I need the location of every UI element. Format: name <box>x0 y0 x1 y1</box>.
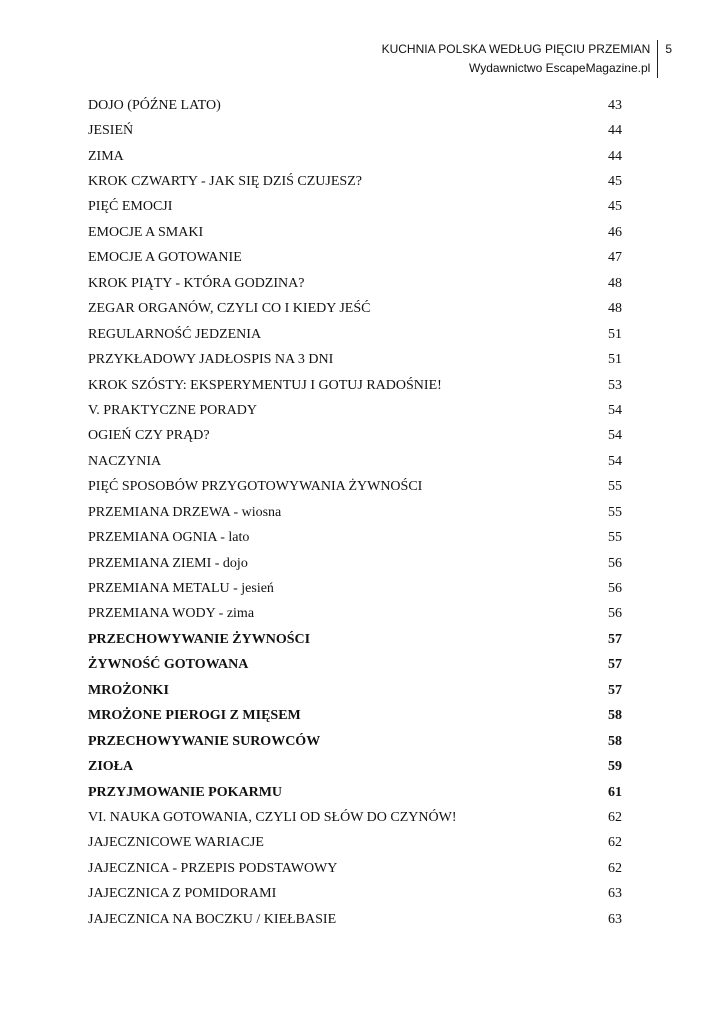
header-text-block <box>382 40 658 78</box>
toc-entry[interactable] <box>88 449 622 474</box>
toc-entry-page: 54 <box>608 402 622 418</box>
toc-entry-title: V. PRAKTYCZNE PORADY <box>88 402 257 418</box>
toc-entry-page: 54 <box>608 453 622 469</box>
toc-entry-title: PRZECHOWYWANIE ŻYWNOŚCI <box>88 631 311 647</box>
toc-entry-title: ŻYWNOŚĆ GOTOWANA <box>88 657 249 673</box>
toc-entry-title: EMOCJE A SMAKI <box>88 224 204 240</box>
toc-entry[interactable] <box>88 246 622 271</box>
toc-entry-page: 58 <box>608 733 622 749</box>
toc-entry-page: 54 <box>608 428 622 444</box>
toc-entry[interactable] <box>88 678 622 703</box>
toc-entry-page: 43 <box>608 97 622 113</box>
page-number: 5 <box>665 42 672 56</box>
toc-entry-title: PRZEMIANA METALU - jesień <box>88 581 274 597</box>
table-of-contents <box>88 93 622 932</box>
toc-entry-page: 48 <box>608 275 622 291</box>
toc-entry[interactable] <box>88 322 622 347</box>
toc-entry-page: 63 <box>608 886 622 902</box>
toc-entry-title: PRZEMIANA ZIEMI - dojo <box>88 555 248 571</box>
toc-entry[interactable] <box>88 576 622 601</box>
toc-entry-title: JAJECZNICOWE WARIACJE <box>88 835 264 851</box>
toc-entry-title: JAJECZNICA Z POMIDORAMI <box>88 886 277 902</box>
toc-entry-title: PRZECHOWYWANIE SUROWCÓW <box>88 733 321 749</box>
toc-entry-title: MROŻONKI <box>88 682 169 698</box>
toc-entry[interactable] <box>88 93 622 118</box>
publisher-name: Wydawnictwo EscapeMagazine.pl <box>469 61 651 75</box>
toc-entry[interactable] <box>88 653 622 678</box>
toc-entry-title: EMOCJE A GOTOWANIE <box>88 250 242 266</box>
toc-entry-page: 45 <box>608 174 622 190</box>
toc-entry-page: 63 <box>608 911 622 927</box>
toc-entry[interactable] <box>88 729 622 754</box>
toc-entry-title: PIĘĆ EMOCJI <box>88 199 173 215</box>
book-title: KUCHNIA POLSKA WEDŁUG PIĘCIU PRZEMIAN <box>381 42 651 56</box>
toc-entry[interactable] <box>88 805 622 830</box>
toc-entry-page: 44 <box>608 123 622 139</box>
toc-entry[interactable] <box>88 144 622 169</box>
toc-entry[interactable] <box>88 602 622 627</box>
toc-entry-title: KROK PIĄTY - KTÓRA GODZINA? <box>88 275 305 291</box>
toc-entry-title: PRZYJMOWANIE POKARMU <box>88 784 283 800</box>
toc-entry[interactable] <box>88 704 622 729</box>
toc-entry-title: OGIEŃ CZY PRĄD? <box>88 428 210 444</box>
toc-entry-title: ZEGAR ORGANÓW, CZYLI CO I KIEDY JEŚĆ <box>88 301 371 317</box>
toc-entry[interactable] <box>88 169 622 194</box>
toc-entry[interactable] <box>88 475 622 500</box>
toc-entry-title: ZIOŁA <box>88 759 134 775</box>
toc-entry-page: 55 <box>608 504 622 520</box>
toc-entry-title: MROŻONE PIEROGI Z MIĘSEM <box>88 708 301 724</box>
toc-entry-page: 53 <box>608 377 622 393</box>
toc-entry-title: JAJECZNICA - PRZEPIS PODSTAWOWY <box>88 860 338 876</box>
toc-entry[interactable] <box>88 118 622 143</box>
toc-entry-page: 57 <box>608 657 622 673</box>
toc-entry[interactable] <box>88 500 622 525</box>
toc-entry-title: JESIEŃ <box>88 123 134 139</box>
toc-entry[interactable] <box>88 831 622 856</box>
page-header <box>382 40 672 78</box>
toc-entry[interactable] <box>88 398 622 423</box>
toc-entry-page: 56 <box>608 555 622 571</box>
toc-entry[interactable] <box>88 551 622 576</box>
toc-entry[interactable] <box>88 195 622 220</box>
toc-entry-page: 51 <box>608 352 622 368</box>
toc-entry-page: 57 <box>608 682 622 698</box>
toc-entry-title: NACZYNIA <box>88 453 162 469</box>
toc-entry-page: 51 <box>608 326 622 342</box>
toc-entry[interactable] <box>88 220 622 245</box>
toc-entry-page: 62 <box>608 809 622 825</box>
toc-entry-page: 59 <box>608 759 622 775</box>
toc-entry-page: 55 <box>608 530 622 546</box>
toc-entry-page: 56 <box>608 581 622 597</box>
toc-entry[interactable] <box>88 907 622 932</box>
toc-entry-title: DOJO (PÓŹNE LATO) <box>88 97 221 113</box>
toc-entry-page: 61 <box>608 784 622 800</box>
toc-entry[interactable] <box>88 347 622 372</box>
toc-entry-title: VI. NAUKA GOTOWANIA, CZYLI OD SŁÓW DO CZYNÓW! <box>88 809 457 825</box>
toc-entry-page: 47 <box>608 250 622 266</box>
toc-entry-page: 58 <box>608 708 622 724</box>
toc-entry-page: 44 <box>608 148 622 164</box>
toc-entry-page: 62 <box>608 835 622 851</box>
toc-entry-page: 57 <box>608 631 622 647</box>
toc-entry[interactable] <box>88 754 622 779</box>
toc-entry-page: 45 <box>608 199 622 215</box>
toc-entry[interactable] <box>88 373 622 398</box>
toc-entry-title: KROK SZÓSTY: EKSPERYMENTUJ I GOTUJ RADOŚNIE! <box>88 377 442 393</box>
toc-entry-title: ZIMA <box>88 148 124 164</box>
toc-entry-page: 46 <box>608 224 622 240</box>
toc-entry-page: 48 <box>608 301 622 317</box>
toc-entry[interactable] <box>88 297 622 322</box>
toc-entry-title: PRZEMIANA WODY - zima <box>88 606 255 622</box>
toc-entry-page: 56 <box>608 606 622 622</box>
toc-entry[interactable] <box>88 525 622 550</box>
toc-entry[interactable] <box>88 780 622 805</box>
toc-entry-page: 55 <box>608 479 622 495</box>
toc-entry[interactable] <box>88 882 622 907</box>
toc-entry-title: PIĘĆ SPOSOBÓW PRZYGOTOWYWANIA ŻYWNOŚCI <box>88 479 423 495</box>
toc-entry-page: 62 <box>608 860 622 876</box>
toc-entry[interactable] <box>88 627 622 652</box>
toc-entry[interactable] <box>88 271 622 296</box>
toc-entry-title: PRZEMIANA DRZEWA - wiosna <box>88 504 282 520</box>
toc-entry-title: REGULARNOŚĆ JEDZENIA <box>88 326 262 342</box>
toc-entry[interactable] <box>88 424 622 449</box>
toc-entry[interactable] <box>88 856 622 881</box>
toc-entry-title: PRZEMIANA OGNIA - lato <box>88 530 250 546</box>
toc-entry-title: JAJECZNICA NA BOCZKU / KIEŁBASIE <box>88 911 337 927</box>
toc-entry-title: KROK CZWARTY - JAK SIĘ DZIŚ CZUJESZ? <box>88 174 362 190</box>
toc-entry-title: PRZYKŁADOWY JADŁOSPIS NA 3 DNI <box>88 352 334 368</box>
